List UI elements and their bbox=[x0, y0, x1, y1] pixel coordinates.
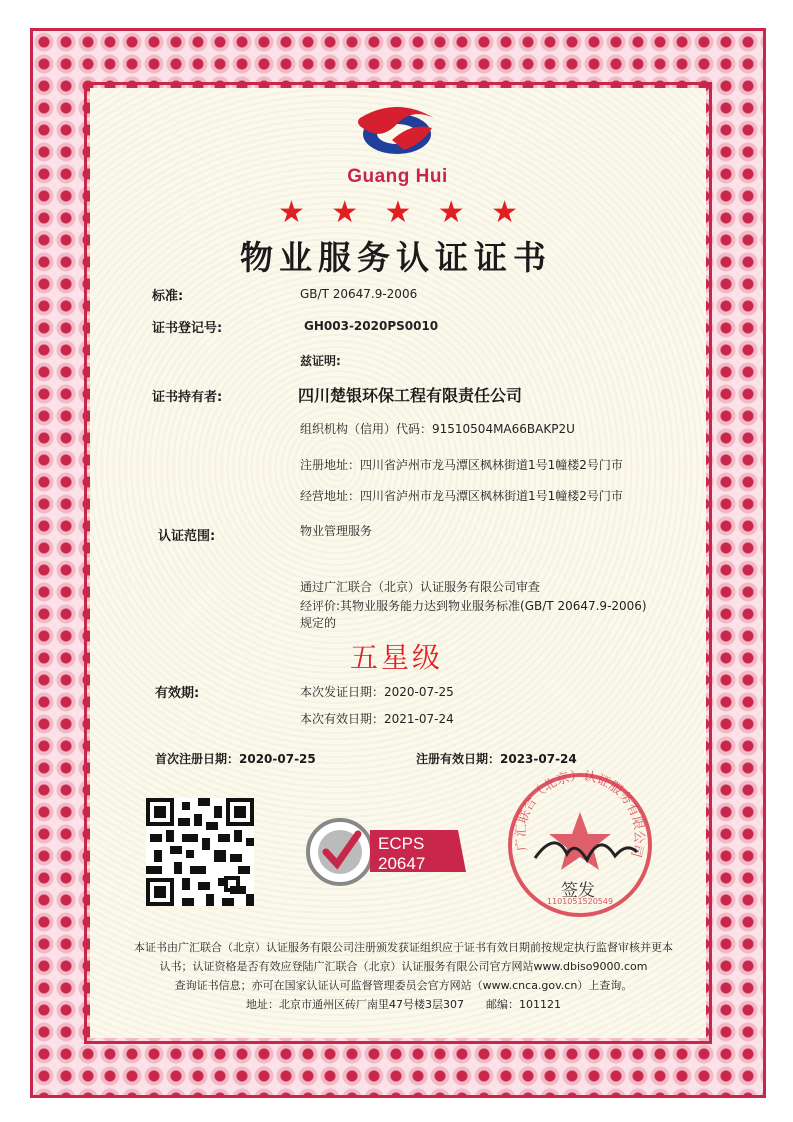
standard-label: 标准: bbox=[152, 289, 184, 304]
validity-label: 有效期: bbox=[155, 686, 200, 701]
first-reg-date: 首次注册日期：2020-07-25 bbox=[155, 752, 316, 766]
certificate-title: 物业服务认证证书 bbox=[240, 238, 552, 277]
certify-text: 兹证明: bbox=[300, 354, 341, 368]
seal-arc-text: 广汇联合（北京）认证服务有限公司 bbox=[513, 770, 647, 859]
issue-date: 本次发证日期：2020-07-25 bbox=[300, 685, 454, 699]
ecps-line2: 20647 bbox=[378, 854, 426, 873]
star-icon: ★ bbox=[437, 195, 465, 230]
star-icon: ★ bbox=[384, 195, 412, 230]
seal-number: 1101051520549 bbox=[546, 897, 614, 906]
cert-no-value: GH003-2020PS0010 bbox=[304, 319, 439, 333]
notice-line1: 本证书由广汇联合（北京）认证服务有限公司注册颁发获证组织应于证书有效日期前按规定执行监督审核并更本 bbox=[134, 941, 673, 954]
holder-name: 四川楚银环保工程有限责任公司 bbox=[298, 386, 523, 405]
ecps-line1: ECPS bbox=[378, 834, 425, 853]
review-line1: 通过广汇联合（北京）认证服务有限公司审查 bbox=[300, 580, 541, 594]
standard-value: GB/T 20647.9-2006 bbox=[300, 287, 418, 301]
notice-address: 地址：北京市通州区砖厂南里47号楼3层307 邮编：101121 bbox=[246, 998, 561, 1011]
holder-label: 证书持有者: bbox=[152, 390, 223, 405]
biz-address: 经营地址：四川省泸州市龙马潭区枫林街道1号1幢楼2号门市 bbox=[300, 489, 623, 503]
expire-date: 本次有效日期：2021-07-24 bbox=[300, 712, 454, 726]
notice-line2: 认书；认证资格是否有效应登陆广汇联合（北京）认证服务有限公司官方网站www.dbiso9000.com bbox=[159, 960, 648, 973]
guanghui-logo-icon bbox=[352, 100, 442, 160]
notice-line3: 查询证书信息；亦可在国家认证认可监督管理委员会官方网站（www.cnca.gov.cn）上查询。 bbox=[174, 979, 633, 992]
org-code: 组织机构（信用）代码：91510504MA66BAKP2U bbox=[300, 422, 575, 436]
brand-name: Guang Hui bbox=[347, 166, 448, 187]
star-icon: ★ bbox=[491, 195, 518, 230]
five-stars bbox=[278, 195, 518, 230]
star-icon: ★ bbox=[278, 195, 305, 230]
sign-label: 签发 bbox=[561, 881, 595, 901]
grade-text: 五星级 bbox=[350, 641, 444, 674]
scope-value: 物业管理服务 bbox=[300, 524, 373, 538]
reg-address: 注册地址：四川省泸州市龙马潭区枫林街道1号1幢楼2号门市 bbox=[300, 458, 623, 472]
notice-block bbox=[126, 938, 681, 1014]
review-line3: 规定的 bbox=[300, 616, 337, 630]
scope-label: 认证范围: bbox=[158, 529, 216, 544]
star-icon: ★ bbox=[331, 195, 359, 230]
qr-code-icon bbox=[146, 798, 254, 906]
cert-no-label: 证书登记号: bbox=[152, 321, 223, 336]
review-line2: 经评价:其物业服务能力达到物业服务标准(GB/T 20647.9-2006) bbox=[300, 599, 647, 613]
reg-valid-date: 注册有效日期：2023-07-24 bbox=[416, 752, 577, 766]
